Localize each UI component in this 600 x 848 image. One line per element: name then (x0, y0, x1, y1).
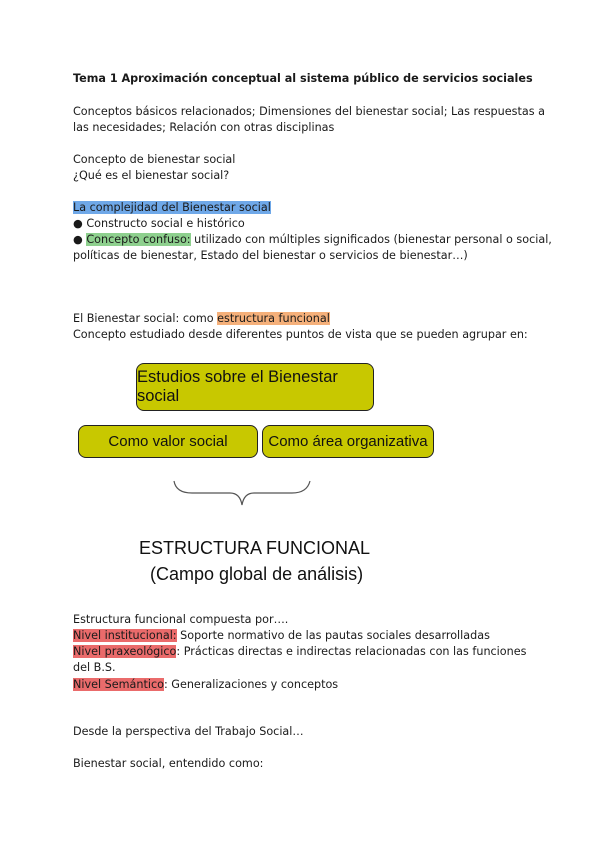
concepto-confuso-text: utilizado con múltiples significados (bienestar personal o social, (190, 233, 552, 246)
concepto-confuso-highlight: Concepto confuso: (86, 233, 191, 246)
brace-path (174, 481, 310, 505)
bullet-constructo: ● Constructo social e histórico (73, 217, 245, 230)
level-semantico-label: Nivel Semántico (73, 678, 164, 691)
perspective-line-2: Bienestar social, entendido como: (73, 757, 264, 770)
intro-line-2: las necesidades; Relación con otras disciplinas (73, 121, 335, 134)
concept-question: ¿Qué es el bienestar social? (73, 169, 230, 182)
document-title: Tema 1 Aproximación conceptual al sistema público de servicios sociales (73, 72, 533, 85)
level-institucional-label: Nivel institucional: (73, 629, 177, 642)
concept-heading: Concepto de bienestar social (73, 153, 236, 166)
level-semantico (73, 677, 338, 693)
bullet-marker: ● (73, 233, 87, 246)
level-praxeologico-label: Nivel praxeológico (73, 645, 177, 658)
level-semantico-text: : Generalizaciones y conceptos (163, 678, 339, 691)
level-praxeologico (73, 644, 526, 660)
curly-brace (174, 481, 310, 505)
box-estudios-bienestar (136, 363, 374, 411)
level-institucional (73, 628, 490, 644)
level-praxeologico-text: : Prácticas directas e indirectas relacionadas con las funciones (176, 645, 527, 658)
box-area-organizativa-label: Como área organizativa (268, 433, 428, 450)
box-valor-social (78, 425, 258, 458)
box-area-organizativa (262, 425, 434, 458)
intro-line-1: Conceptos básicos relacionados; Dimensiones del bienestar social; Las respuestas a (73, 105, 545, 118)
diagram-caption-1: ESTRUCTURA FUNCIONAL (139, 538, 371, 558)
diagram-caption-2: (Campo global de análisis) (150, 564, 364, 584)
box-estudios-label: Estudios sobre el Bienestar social (137, 368, 338, 405)
box-valor-social-label: Como valor social (108, 433, 228, 450)
complexity-heading-highlight: La complejidad del Bienestar social (73, 201, 271, 214)
estructura-funcional-highlight: estructura funcional (217, 312, 330, 325)
bullet-concepto-confuso-cont: políticas de bienestar, Estado del bienestar o servicios de bienestar…) (73, 249, 468, 262)
functional-prefix: El Bienestar social: como (73, 312, 218, 325)
functional-line-2: Concepto estudiado desde diferentes puntos de vista que se pueden agrupar en: (73, 328, 528, 341)
level-praxeologico-cont: del B.S. (73, 661, 116, 674)
structure-intro: Estructura funcional compuesta por…. (73, 613, 289, 626)
level-institucional-text: Soporte normativo de las pautas sociales desarrolladas (176, 629, 490, 642)
perspective-line-1: Desde la perspectiva del Trabajo Social… (73, 725, 304, 738)
